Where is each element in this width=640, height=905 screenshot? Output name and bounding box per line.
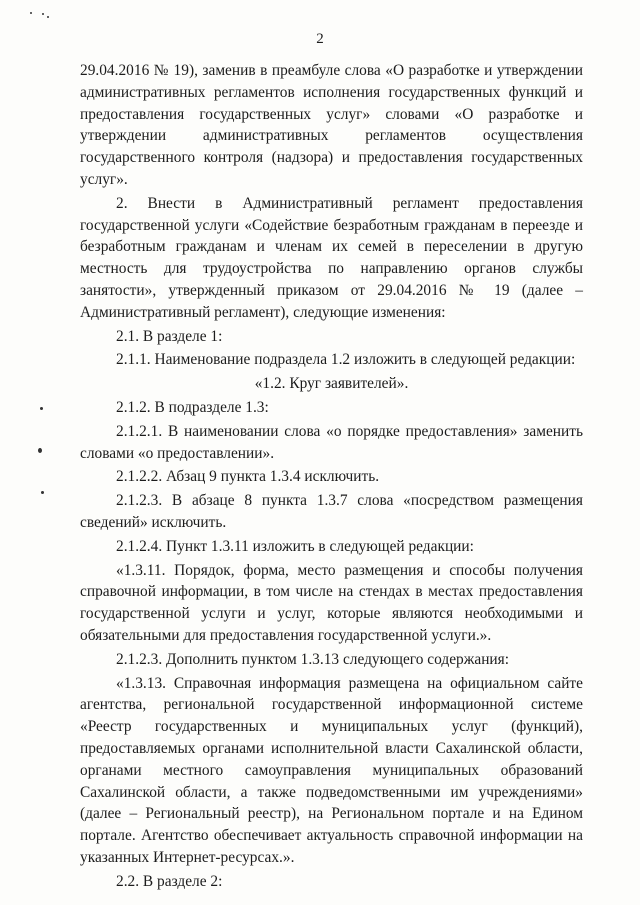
paragraph: «1.3.13. Справочная информация размещена на официальном сайте агентства, региональной государственной информационной системе «Реестр государственных и муниципальных услуг (функций), предоставляемых органами исполнительной власти Сахалинской области, органами местного самоуправления муниципальных образований Сахалинской области, а также подведомственными им учреждениями» (далее – Региональный реестр), на Региональном портале и на Едином портале. Агентство обеспечивает актуальность справочной информации на указанных Интернет-ресурсах.».	[80, 674, 583, 866]
scan-speck	[30, 12, 32, 14]
paragraph: 2.1.2. В подразделе 1.3:	[116, 398, 269, 416]
paragraph-quote-heading: «1.2. Круг заявителей».	[254, 375, 409, 393]
paragraph: 29.04.2016 № 19), заменив в преамбуле слова «О разработке и утверждении административных регламентов исполнения государственных функций и предоставления государственных услуг» словами «О разработке и утверждении административных регламентов осуществления государственного контроля (надзора) и предоставления государственных услуг».	[80, 62, 583, 188]
paragraph: 2.1.1. Наименование подраздела 1.2 изложить в следующей редакции:	[116, 351, 576, 369]
paragraph: 2.1.2.3. В абзаце 8 пункта 1.3.7 слова «посредством размещения сведений» исключить.	[80, 492, 583, 531]
scan-speck	[42, 13, 44, 15]
paragraph: 2.1. В разделе 1:	[116, 327, 223, 345]
paragraph: 2.1.2.2. Абзац 9 пункта 1.3.4 исключить.	[116, 468, 380, 486]
paragraph: «1.3.11. Порядок, форма, место размещения и способы получения справочной информации, в том числе на стендах в местах предоставления государственной услуги и услуг, которые являются необходимыми и обязательными для предоставления государственной услуги.».	[80, 561, 583, 644]
page-number: 2	[316, 31, 324, 47]
paragraph: 2.1.2.4. Пункт 1.3.11 изложить в следующей редакции:	[116, 537, 474, 555]
scan-speck	[47, 16, 49, 18]
paragraph: 2. Внести в Административный регламент предоставления государственной услуги «Содействие безработным гражданам в переезде и безработным гражданам и членам их семей в переселении в другую местность для трудоустройства по направлению органов службы занятости», утвержденный приказом от 29.04.2016 № 19 (далее – Административный регламент), следующие изменения:	[80, 194, 583, 321]
scan-speck	[38, 448, 42, 453]
paragraph: 2.1.2.3. Дополнить пунктом 1.3.13 следующего содержания:	[116, 650, 510, 668]
paragraph: 2.2. В разделе 2:	[116, 872, 223, 890]
paragraph: 2.1.2.1. В наименовании слова «о порядке предоставления» заменить словами «о предоставлении».	[80, 422, 583, 462]
document-body	[80, 60, 583, 894]
scan-speck	[41, 491, 44, 494]
scan-speck	[40, 407, 43, 410]
